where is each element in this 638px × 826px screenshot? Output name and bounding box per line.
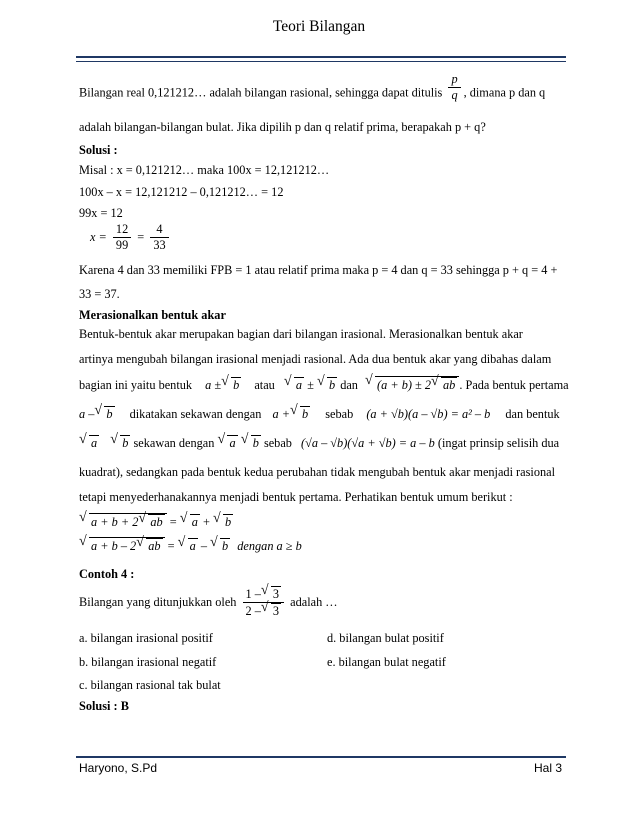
section-para-6: kuadrat), sedangkan pada bentuk kedua perubahan tidak mengubah bentuk akar menjadi rasional bbox=[79, 465, 555, 479]
fraction-4-33: $\frac{4}{33}$ bbox=[150, 222, 168, 253]
sqrt-nested-form: √ (a + b) ± 2√ ab bbox=[367, 376, 459, 393]
option-b: b. bilangan irasional negatif bbox=[79, 655, 217, 669]
formula-1: √ a + b + 2√ ab = √ a + √ b bbox=[79, 513, 233, 530]
footer-page-number: Hal 3 bbox=[533, 761, 562, 775]
solution-heading: Solusi : bbox=[79, 143, 118, 157]
fraction-question: $\frac{1 -√ 3}{2 -√ 3}$ bbox=[243, 586, 285, 619]
footer-rule bbox=[76, 756, 566, 758]
section-para-2: artinya mengubah bilangan irasional menjadi rasional. Ada dua bentuk akar yang dibahas dalam bbox=[79, 352, 552, 366]
option-a: a. bilangan irasional positif bbox=[79, 631, 213, 645]
formula-2: √ a + b – 2√ ab = √ a – √ b dengan a ≥ b bbox=[79, 537, 302, 554]
solution-step-3: 99x = 12 bbox=[79, 206, 123, 220]
fraction-12-99: $\frac{12}{99}$ bbox=[113, 222, 131, 253]
problem-text: Bilangan real 0,121212… adalah bilangan rasional, sehingga dapat ditulis bbox=[79, 85, 443, 100]
example-answer: Solusi : B bbox=[79, 699, 129, 713]
section-heading: Merasionalkan bentuk akar bbox=[79, 308, 226, 322]
page-header-title: Teori Bilangan bbox=[272, 18, 366, 35]
section-para-3: bagian ini yaitu bentuk a ±√ b atau √ a ± √ b dan √ (a + b) ± 2√ ab . Pada bentuk pertama bbox=[79, 376, 563, 393]
solution-step-2: 100x – x = 12,121212 – 0,121212… = 12 bbox=[79, 185, 284, 199]
solution-step-1: Misal : x = 0,121212… maka 100x = 12,121212… bbox=[79, 163, 330, 177]
problem-line-2: adalah bilangan-bilangan bulat. Jika dipilih p dan q relatif prima, berapakah p + q? bbox=[79, 120, 486, 134]
problem-line-1 bbox=[79, 72, 563, 103]
section-para-7: tetapi menyederhanakannya menjadi bentuk pertama. Perhatikan bentuk umum berikut : bbox=[79, 490, 513, 504]
solution-step-4: x = $\frac{12}{99}$ = $\frac{4}{33}$ bbox=[90, 222, 172, 253]
option-d: d. bilangan bulat positif bbox=[327, 631, 444, 645]
section-para-1: Bentuk-bentuk akar merupakan bagian dari bilangan irasional. Merasionalkan bentuk akar bbox=[79, 327, 523, 341]
option-c: c. bilangan rasional tak bulat bbox=[79, 678, 221, 692]
example-heading: Contoh 4 : bbox=[79, 567, 135, 581]
problem-text-end: , dimana p dan q bbox=[463, 85, 546, 100]
solution-conclusion-1: Karena 4 dan 33 memiliki FPB = 1 atau relatif prima maka p = 4 dan q = 33 sehingga p + q = 4 + bbox=[79, 263, 558, 277]
section-para-4: a –√ b dikatakan sekawan dengan a +√ b sebab (a + √b)(a – √b) = a² – b dan bentuk bbox=[79, 406, 563, 422]
sqrt-b: √ b bbox=[223, 377, 241, 393]
header-rule bbox=[76, 56, 566, 58]
solution-conclusion-2: 33 = 37. bbox=[79, 287, 120, 301]
option-e: e. bilangan bulat negatif bbox=[327, 655, 446, 669]
example-question: Bilangan yang ditunjukkan oleh $\frac{1 -√ 3}{2 -√ 3}$ adalah … bbox=[79, 586, 338, 619]
section-para-5: √ a √ b sekawan dengan √ a √ b sebab (√a – √b)(√a + √b) = a – b (ingat prinsip selisih dua bbox=[79, 435, 563, 451]
header-rule-thin bbox=[76, 61, 566, 62]
fraction-p-over-q: $\frac{p}{q}$ bbox=[448, 72, 460, 103]
footer-author: Haryono, S.Pd bbox=[79, 761, 158, 775]
